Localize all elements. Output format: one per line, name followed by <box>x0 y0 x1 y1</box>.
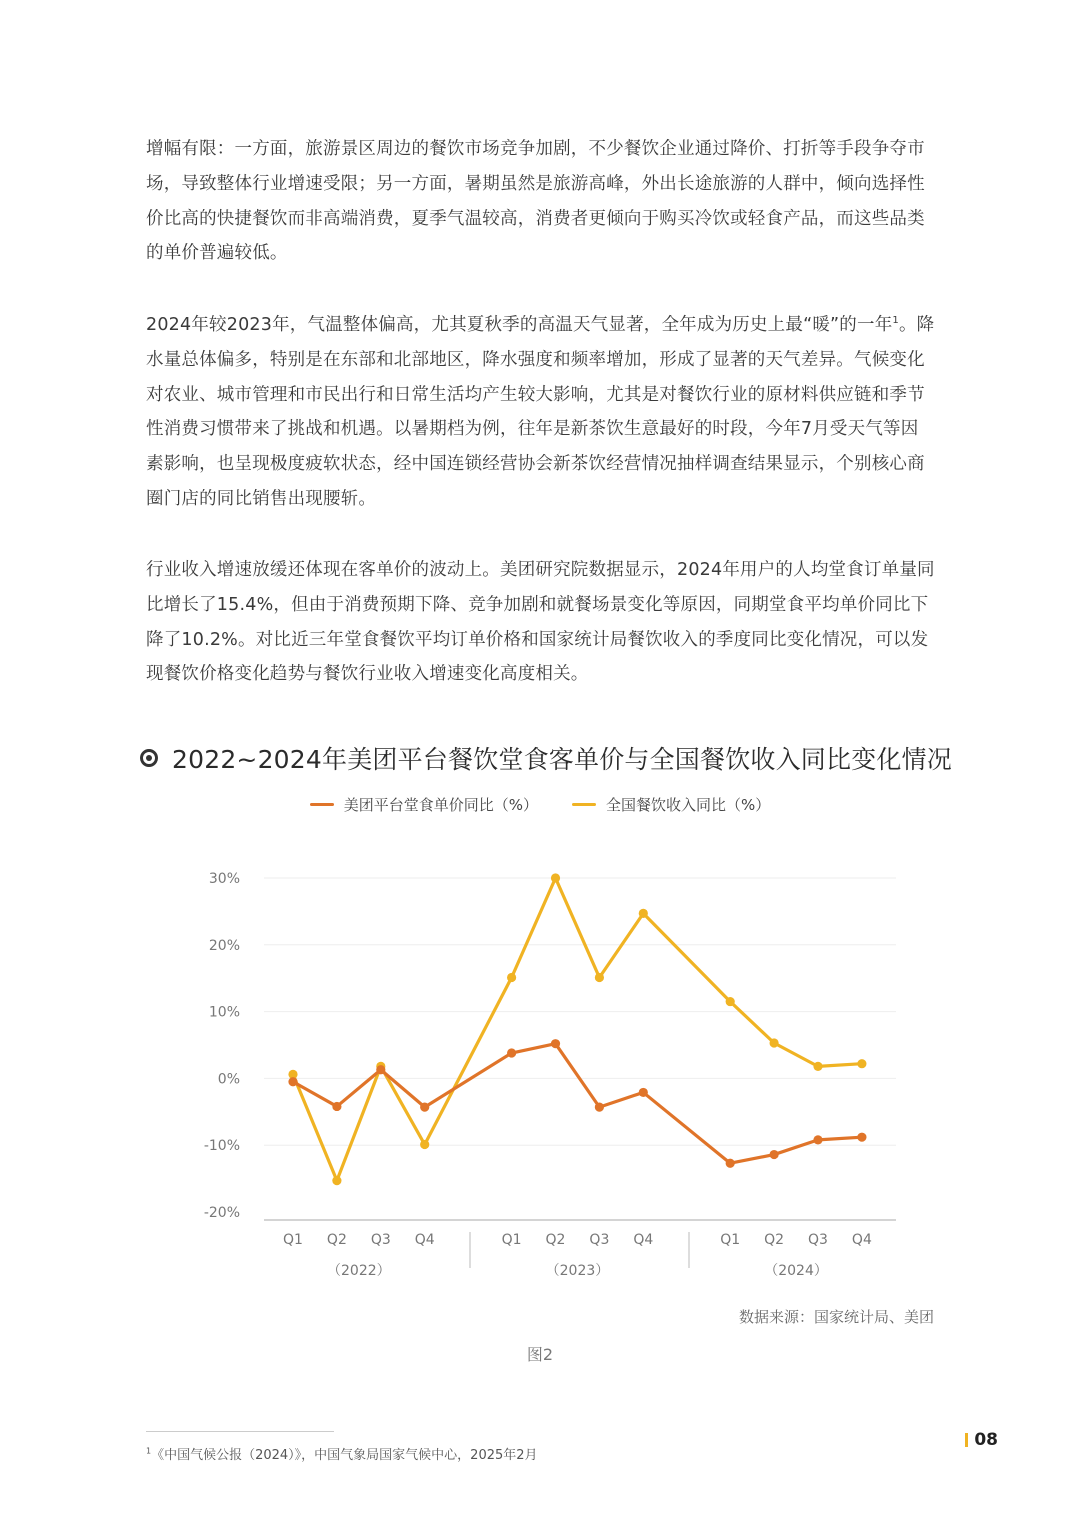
x-tick-label: Q4 <box>851 1232 872 1248</box>
legend-item-series-2 <box>572 794 770 815</box>
y-tick-label: 10% <box>208 1004 240 1021</box>
data-point <box>332 1102 341 1111</box>
x-tick-label: Q4 <box>414 1232 435 1248</box>
y-tick-label: 30% <box>208 871 240 887</box>
x-tick-label: Q2 <box>326 1232 347 1248</box>
y-tick-label: -20% <box>203 1205 240 1221</box>
data-point <box>551 873 560 882</box>
data-point <box>420 1103 429 1112</box>
paragraph-2-text-a: 2024年较2023年，气温整体偏高，尤其夏秋季的高温天气显著，全年成为历史上最“暖”的一年 <box>146 315 893 335</box>
chart-title-row <box>140 736 952 780</box>
footnote-text: 《中国气候公报（2024）》，中国气象局国家气候中心，2025年2月 <box>151 1448 538 1463</box>
series-line <box>293 878 862 1181</box>
chart-legend <box>0 792 1080 816</box>
data-source-note: 数据来源：国家统计局、美团 <box>738 1308 934 1326</box>
y-tick-label: 20% <box>208 937 240 954</box>
x-tick-label: Q4 <box>633 1232 654 1248</box>
x-tick-label: Q1 <box>501 1232 522 1248</box>
footnote-ref[interactable]: 1 <box>892 315 899 327</box>
data-point <box>595 973 604 982</box>
footnote-number: 1 <box>146 1446 152 1456</box>
data-point <box>857 1059 866 1068</box>
y-tick-label: -10% <box>203 1138 240 1155</box>
data-point <box>507 973 516 982</box>
data-point <box>288 1077 297 1086</box>
data-point <box>332 1176 341 1185</box>
figure-caption: 图2 <box>526 1345 554 1364</box>
line-chart <box>180 850 920 1290</box>
legend-label-series-2: 全国餐饮收入同比（%） <box>606 795 771 814</box>
data-point <box>639 909 648 918</box>
x-group-label: （2024） <box>764 1263 828 1279</box>
legend-swatch-series-2 <box>572 803 596 806</box>
data-point <box>420 1140 429 1149</box>
x-tick-label: Q1 <box>283 1232 303 1248</box>
data-point <box>551 1039 560 1048</box>
footnote <box>146 1444 538 1463</box>
data-point <box>507 1048 516 1057</box>
data-point <box>376 1065 385 1074</box>
body-paragraph-1: 增幅有限：一方面，旅游景区周边的餐饮市场竞争加剧，不少餐饮企业通过降价、打折等手段争夺市场，导致整体行业增速受限；另一方面，暑期虽然是旅游高峰，外出长途旅游的人群中，倾向选择性价比高的快捷餐饮而非高端消费，夏季气温较高，消费者更倾向于购买冷饮或轻食产品，而这些品类的单价普遍较低。 <box>146 139 925 264</box>
x-tick-label: Q3 <box>808 1232 828 1248</box>
x-group-label: （2023） <box>545 1263 610 1279</box>
data-point <box>857 1133 866 1142</box>
data-point <box>726 997 735 1006</box>
data-point <box>639 1088 648 1097</box>
data-point <box>813 1062 822 1071</box>
x-tick-label: Q1 <box>720 1232 741 1248</box>
x-tick-label: Q3 <box>589 1232 610 1248</box>
page-number-text: 08 <box>974 1430 998 1450</box>
x-group-label: （2022） <box>327 1263 391 1279</box>
body-paragraph-2 <box>146 308 936 517</box>
page-number <box>965 1430 998 1450</box>
legend-label-series-1: 美团平台堂食单价同比（%） <box>343 795 538 814</box>
x-tick-label: Q2 <box>764 1232 785 1248</box>
data-point <box>595 1103 604 1112</box>
data-point <box>813 1135 822 1144</box>
data-point <box>726 1159 735 1168</box>
x-tick-label: Q3 <box>370 1232 391 1248</box>
target-bullet-icon <box>140 749 158 767</box>
footnote-divider <box>146 1431 334 1432</box>
paragraph-2-text-b: 。降水量总体偏多，特别是在东部和北部地区，降水强度和频率增加，形成了显著的天气差异。气候变化对农业、城市管理和市民出行和日常生活均产生较大影响，尤其是对餐饮行业的原材料供应链和季节性消费习惯带来了挑战和机遇。以暑期档为例，往年是新茶饮生意最好的时段，今年7月受天气等因素影响，也呈现极度疲软状态，经中国连锁经营协会新茶饮经营情况抽样调查结果显示，个别核心商圈门店的同比销售出现腰斩。 <box>146 315 935 509</box>
data-point <box>770 1150 779 1159</box>
body-paragraph-3: 行业收入增速放缓还体现在客单价的波动上。美团研究院数据显示，2024年用户的人均堂食订单量同比增长了15.4%，但由于消费预期下降、竞争加剧和就餐场景变化等原因，同期堂食平均单价同比下降了10.2%。对比近三年堂食餐饮平均订单价格和国家统计局餐饮收入的季度同比变化情况，可以发现餐饮价格变化趋势与餐饮行业收入增速变化高度相关。 <box>146 560 935 685</box>
x-tick-label: Q2 <box>545 1232 566 1248</box>
y-tick-label: 0% <box>217 1071 240 1088</box>
chart-title: 2022~2024年美团平台餐饮堂食客单价与全国餐饮收入同比变化情况 <box>172 745 952 774</box>
page-accent-mark <box>965 1433 968 1447</box>
legend-item-series-1 <box>310 794 538 815</box>
legend-swatch-series-1 <box>310 803 334 806</box>
data-point <box>770 1038 779 1047</box>
